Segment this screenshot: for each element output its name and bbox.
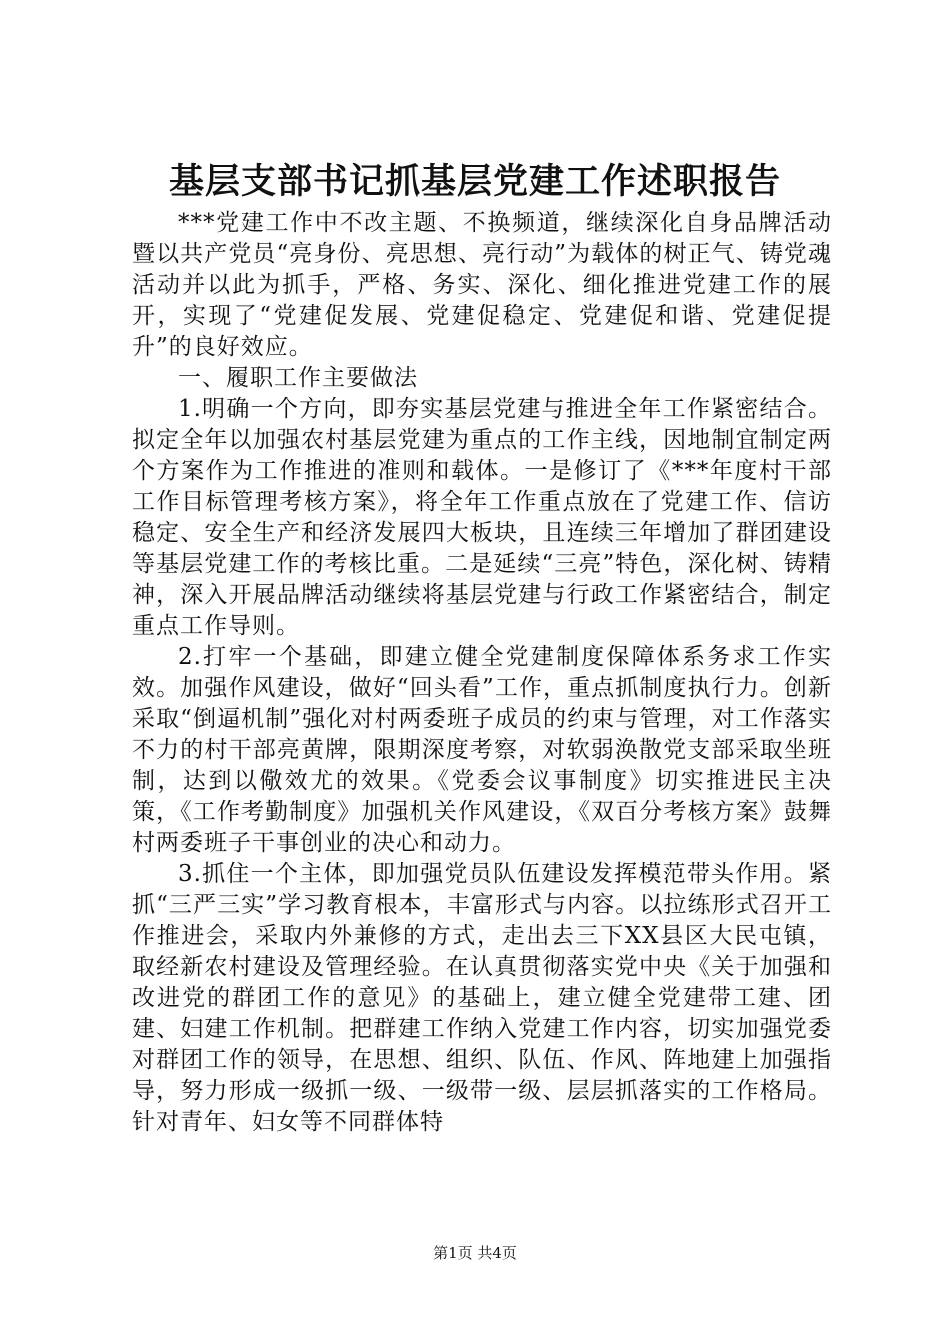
document-title: 基层支部书记抓基层党建工作述职报告 [168,162,781,202]
section-heading: 一、履职工作主要做法 [178,365,418,391]
page-footer: 第1页 共4页 [433,1244,517,1262]
paragraph-intro: ***党建工作中不改主题、不换频道，继续深化自身品牌活动暨以共产党员“亮身份、亮思想、亮行动”为载体的树正气、铸党魂活动并以此为抓手，严格、务实、深化、细化推进党建工作的展开，实现了“党建促发展、党建促稳定、党建促和谐、党建促提升”的良好效应。 [132,210,832,360]
paragraph-item-1: 1.明确一个方向，即夯实基层党建与推进全年工作紧密结合。拟定全年以加强农村基层党建为重点的工作主线，因地制宜制定两个方案作为工作推进的准则和载体。一是修订了《***年度村干部工作目标管理考核方案》，将全年工作重点放在了党建工作、信访稳定、安全生产和经济发展四大板块，且连续三年增加了群团建设等基层党建工作的考核比重。二是延续“三亮”特色，深化树、铸精神，深入开展品牌活动继续将基层党建与行政工作紧密结合，制定重点工作导则。 [132,396,832,639]
document-body [132,208,832,1138]
paragraph-item-3: 3.抓住一个主体，即加强党员队伍建设发挥模范带头作用。紧抓“三严三实”学习教育根本，丰富形式与内容。以拉练形式召开工作推进会，采取内外兼修的方式，走出去三下XX县区大民屯镇，取经新农村建设及管理经验。在认真贯彻落实党中央《关于加强和改进党的群团工作的意见》的基础上，建立健全党建带工建、团建、妇建工作机制。把群建工作纳入党建工作内容，切实加强党委对群团工作的领导，在思想、组织、队伍、作风、阵地建上加强指导，努力形成一级抓一级、一级带一级、层层抓落实的工作格局。针对青年、妇女等不同群体特 [132,861,832,1135]
paragraph-item-2: 2.打牢一个基础，即建立健全党建制度保障体系务求工作实效。加强作风建设，做好“回头看”工作，重点抓制度执行力。创新采取“倒逼机制”强化对村两委班子成员的约束与管理，对工作落实不力的村干部亮黄牌，限期深度考察，对软弱涣散党支部采取坐班制，达到以儆效尤的效果。《党委会议事制度》切实推进民主决策，《工作考勤制度》加强机关作风建设，《双百分考核方案》鼓舞村两委班子干事创业的决心和动力。 [132,644,832,856]
